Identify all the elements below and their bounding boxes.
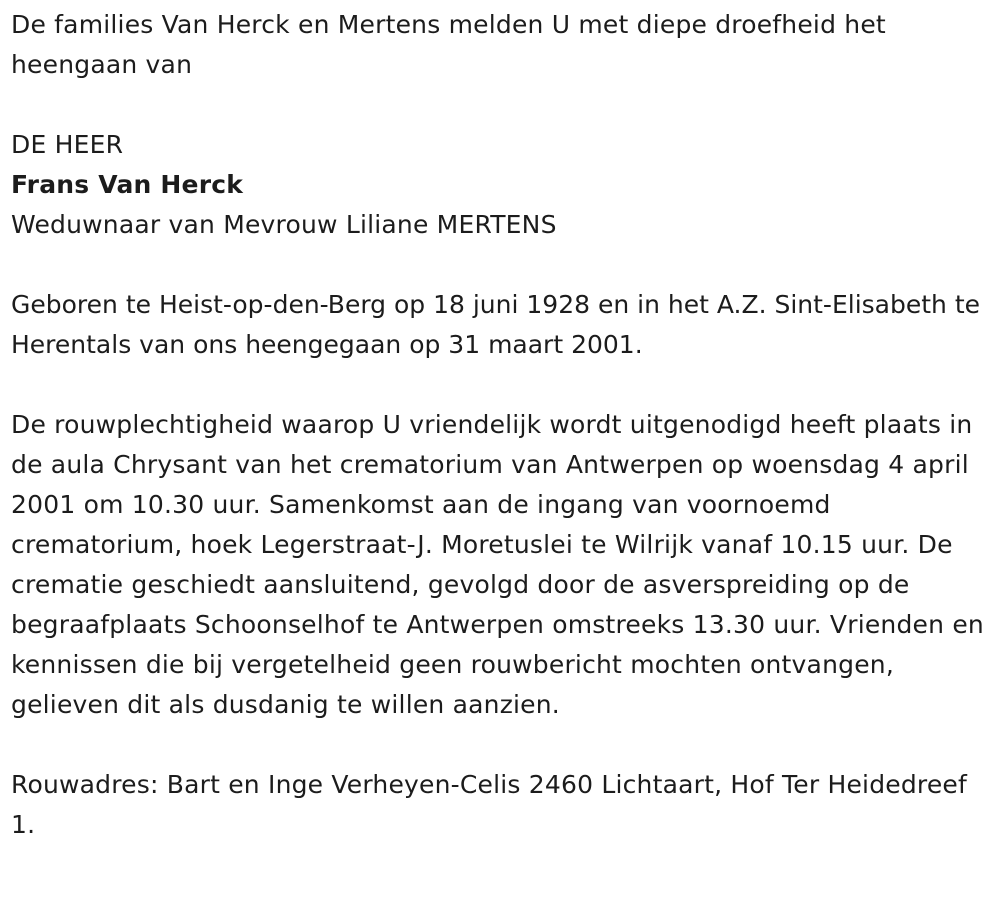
- birth-death-paragraph: Geboren te Heist-op-den-Berg op 18 juni 1928 en in het A.Z. Sint-Elisabeth te Herentals van ons heengegaan op 31 maart 2001.: [11, 290, 981, 359]
- intro-paragraph: De families Van Herck en Mertens melden U met diepe droefheid het heengaan van: [11, 10, 886, 79]
- spouse-line: Weduwnaar van Mevrouw Liliane MERTENS: [11, 210, 557, 239]
- spacer: [11, 725, 993, 765]
- deceased-name: Frans Van Herck: [11, 170, 244, 199]
- spacer: [11, 85, 993, 125]
- address-paragraph: Rouwadres: Bart en Inge Verheyen-Celis 2460 Lichtaart, Hof Ter Heidedreef 1.: [11, 770, 968, 839]
- death-announcement: [11, 5, 993, 845]
- spacer: [11, 245, 993, 285]
- honorific-title: DE HEER: [11, 130, 124, 159]
- spacer: [11, 365, 993, 405]
- ceremony-paragraph: De rouwplechtigheid waarop U vriendelijk wordt uitgenodigd heeft plaats in de aula Chrysant van het crematorium van Antwerpen op woensdag 4 april 2001 om 10.30 uur. Samenkomst aan de ingang van voornoemd crematorium, hoek Legerstraat-J. Moretuslei te Wilrijk vanaf 10.15 uur. De crematie geschiedt aansluitend, gevolgd door de asverspreiding op de begraafplaats Schoonselhof te Antwerpen omstreeks 13.30 uur. Vrienden en kennissen die bij vergetelheid geen rouwbericht mochten ontvangen, gelieven dit als dusdanig te willen aanzien.: [11, 410, 984, 719]
